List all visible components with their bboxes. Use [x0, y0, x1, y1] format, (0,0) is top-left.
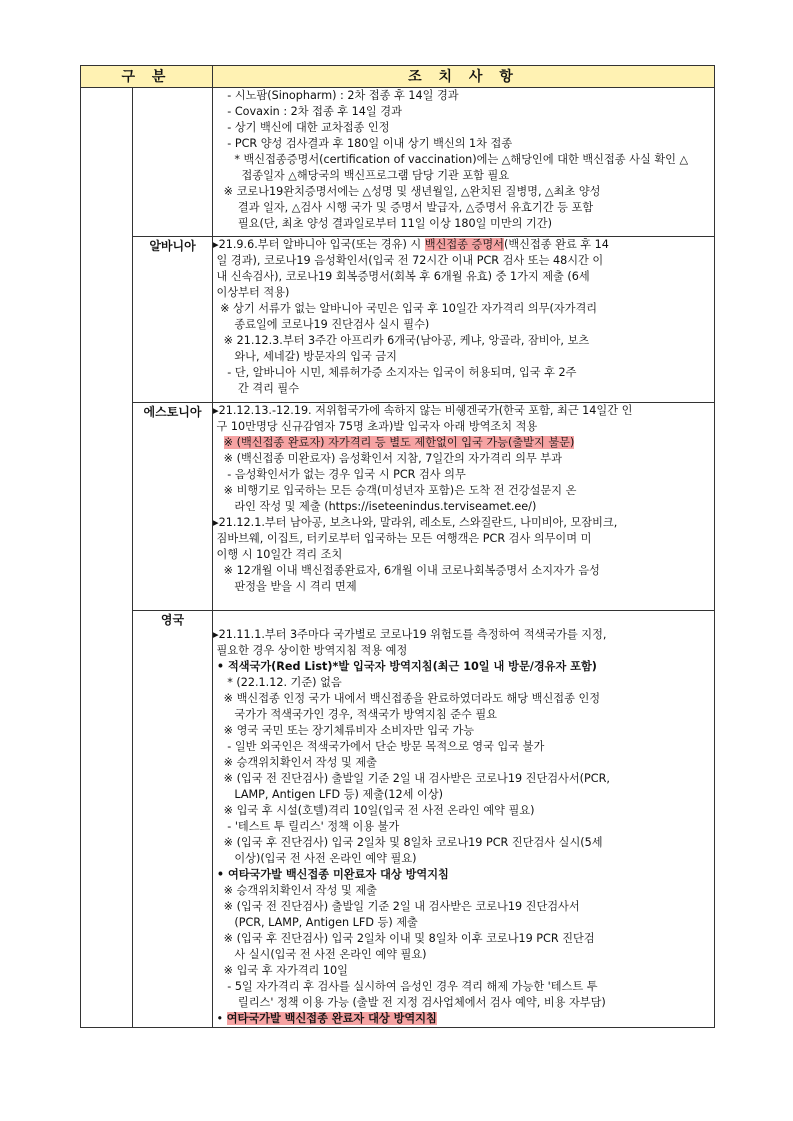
measure-line: [213, 851, 714, 867]
line-text: [213, 612, 217, 625]
measure-line: [213, 867, 714, 883]
line-text: • 여타국가발 백신접종 미완료자 대상 방역지침: [213, 868, 449, 881]
measure-line: [213, 931, 714, 947]
measure-line: [213, 184, 714, 200]
country-cell: 알바니아: [133, 237, 213, 403]
measure-line: [213, 285, 714, 301]
line-text: 이행 시 10일간 격리 조치: [213, 548, 343, 561]
line-text: 국가가 적색국가인 경우, 적색국가 방역지침 준수 필요: [213, 708, 497, 721]
line-text: - 음성확인서가 없는 경우 입국 시 PCR 검사 의무: [213, 468, 466, 481]
measure-line: [213, 643, 714, 659]
measure-line: [213, 787, 714, 803]
measure-line: [213, 515, 714, 531]
line-text: •: [213, 1012, 227, 1025]
measure-line: [213, 216, 714, 232]
line-text: ※ 코로나19완치증명서에는 △성명 및 생년월일, △완치된 질병명, △최초 양성: [213, 185, 601, 198]
measures-cell: [213, 237, 715, 403]
measure-line: [213, 200, 714, 216]
line-text: 간 격리 필수: [213, 382, 300, 395]
measures-cell: [213, 403, 715, 611]
measure-line: [213, 947, 714, 963]
line-text: 종료일에 코로나19 진단검사 실시 필수): [213, 318, 430, 331]
measures-cell: [213, 88, 715, 237]
measure-line: [213, 563, 714, 579]
line-text: ※ 승객위치확인서 작성 및 제출: [213, 884, 377, 897]
measure-line: [213, 253, 714, 269]
measure-line: [213, 269, 714, 285]
table-row: [81, 88, 715, 237]
line-text: ※ 비행기로 입국하는 모든 승객(미성년자 포함)은 도착 전 건강설문지 온: [213, 484, 577, 497]
line-text: ※ 백신접종 인정 국가 내에서 백신접종을 완료하였더라도 해당 백신접종 인정: [213, 692, 601, 705]
measure-line: [213, 691, 714, 707]
measure-line: [213, 579, 714, 595]
measure-line: [213, 451, 714, 467]
measure-line: [213, 883, 714, 899]
measure-line: [213, 499, 714, 515]
measure-line: [213, 915, 714, 931]
table-row: [81, 403, 715, 611]
header-measures: 조 치 사 항: [213, 66, 715, 88]
country-cell: [133, 88, 213, 237]
table-row: [81, 611, 715, 1028]
measure-line: [213, 547, 714, 563]
line-text: 필요(단, 최초 양성 결과일로부터 11일 이상 180일 미만의 기간): [213, 217, 552, 230]
line-text: ※ (입국 후 진단검사) 입국 2일차 이내 및 8일차 이후 코로나19 PCR 진단검: [213, 932, 595, 945]
line-text: ※ 영국 국민 또는 장기체류비자 소비자만 입국 가능: [213, 724, 475, 737]
line-text: ▸21.12.13.-12.19. 저위험국가에 속하지 않는 비쉥겐국가(한국 포함, 최근 14일간 인: [213, 404, 633, 417]
measure-line: [213, 88, 714, 104]
measure-line: [213, 403, 714, 419]
line-text: - Covaxin : 2차 접종 후 14일 경과: [213, 105, 402, 118]
measure-line: [213, 771, 714, 787]
measure-line: [213, 979, 714, 995]
line-text: ※ 입국 후 시설(호텔)격리 10일(입국 전 사전 온라인 예약 필요): [213, 804, 535, 817]
line-text: [213, 436, 224, 449]
line-text: ※ (입국 전 진단검사) 출발일 기준 2일 내 검사받은 코로나19 진단검사서: [213, 900, 580, 913]
measure-line: [213, 803, 714, 819]
table-row: [81, 237, 715, 403]
measure-line: [213, 899, 714, 915]
measure-line: [213, 995, 714, 1011]
line-text: 짐바브웨, 이집트, 터키로부터 입국하는 모든 여행객은 PCR 검사 의무이며 미: [213, 532, 592, 545]
measures-table: [80, 65, 715, 1028]
line-text: 릴리스' 정책 이용 가능 (출발 전 지정 검사업체에서 검사 예약, 비용 자부담): [213, 996, 606, 1009]
measure-line: [213, 467, 714, 483]
line-text: (PCR, LAMP, Antigen LFD 등) 제출: [213, 916, 418, 929]
measure-line: [213, 349, 714, 365]
measure-line: [213, 675, 714, 691]
line-text: 이상)(입국 전 사전 온라인 예약 필요): [213, 852, 417, 865]
measure-line: [213, 627, 714, 643]
line-text: 내 신속검사), 코로나19 회복증명서(회복 후 6개월 유효) 중 1가지 제출 (6세: [213, 270, 590, 283]
measure-line: [213, 835, 714, 851]
measure-line: [213, 755, 714, 771]
line-text: 구 10만명당 신규감염자 75명 초과)발 입국자 아래 방역조치 적용: [213, 420, 538, 433]
line-text: 필요한 경우 상이한 방역지침 적용 예정: [213, 644, 408, 657]
measure-line: [213, 120, 714, 136]
header-category: 구 분: [81, 66, 213, 88]
line-text: 접종일자 △해당국의 백신프로그램 담당 기관 포함 필요: [213, 169, 510, 182]
line-text: ▸21.12.1.부터 남아공, 보츠나와, 말라위, 레소토, 스와질란드, 나미비아, 모잠비크,: [213, 516, 618, 529]
measure-line: [213, 483, 714, 499]
line-text: ※ (입국 전 진단검사) 출발일 기준 2일 내 검사받은 코로나19 진단검사서(PCR,: [213, 772, 610, 785]
measure-line: [213, 531, 714, 547]
measure-line: [213, 237, 714, 253]
line-text: - 5일 자가격리 후 검사를 실시하여 음성인 경우 격리 해제 가능한 '테스트 투: [213, 980, 598, 993]
line-text: 라인 작성 및 제출 (https://iseteenindus.terviseamet.ee/): [213, 500, 537, 513]
line-text: 사 실시(입국 전 사전 온라인 예약 필요): [213, 948, 427, 961]
measure-line: [213, 365, 714, 381]
line-text: * 백신접종증명서(certification of vaccination)에는 △해당인에 대한 백신접종 사실 확인 △: [213, 153, 689, 166]
line-text-continued: (백신접종 완료 후 14: [503, 238, 609, 251]
country-cell: 에스토니아: [133, 403, 213, 611]
measure-line: [213, 963, 714, 979]
line-text: - 시노팜(Sinopharm) : 2차 접종 후 14일 경과: [213, 89, 459, 102]
measure-line: [213, 723, 714, 739]
line-text: - 일반 외국인은 적색국가에서 단순 방문 목적으로 영국 입국 불가: [213, 740, 545, 753]
line-text: • 적색국가(Red List)*발 입국자 방역지침(최근 10일 내 방문/경유자 포함): [213, 660, 597, 673]
measure-line: [213, 1011, 714, 1027]
line-text: ※ 12개월 이내 백신접종완료자, 6개월 이내 코로나회복증명서 소지자가 음성: [213, 564, 600, 577]
line-text: ※ (입국 후 진단검사) 입국 2일차 및 8일차 코로나19 PCR 진단검사 실시(5세: [213, 836, 603, 849]
measure-line: [213, 136, 714, 152]
measure-line: [213, 104, 714, 120]
measure-line: [213, 168, 714, 184]
country-cell: 영국: [133, 611, 213, 1028]
highlighted-heading: 여타국가발 백신접종 완료자 대상 방역지침: [226, 1012, 437, 1025]
measure-line: [213, 659, 714, 675]
measure-line: [213, 819, 714, 835]
line-text: ▸21.9.6.부터 알바니아 입국(또는 경유) 시: [213, 238, 425, 251]
measure-line: [213, 739, 714, 755]
measure-line: [213, 381, 714, 397]
line-text: ※ (백신접종 미완료자) 음성확인서 지참, 7일간의 자가격리 의무 부과: [213, 452, 562, 465]
highlighted-text: 백신접종 증명서: [424, 238, 504, 251]
measure-line: [213, 435, 714, 451]
measure-line: [213, 707, 714, 723]
highlighted-text: ※ (백신접종 완료자) 자가격리 등 별도 제한없이 입국 가능(출발지 불문): [223, 436, 575, 449]
measure-line: [213, 333, 714, 349]
line-text: ※ 21.12.3.부터 3주간 아프리카 6개국(남아공, 케냐, 앙골라, 잠비아, 보츠: [213, 334, 590, 347]
line-text: ▸21.11.1.부터 3주마다 국가별로 코로나19 위험도를 측정하여 적색국가를 지정,: [213, 628, 607, 641]
measures-cell: [213, 611, 715, 1028]
line-text: - 단, 알바니아 시민, 체류허가증 소지자는 입국이 허용되며, 입국 후 2주: [213, 366, 577, 379]
line-text: ※ 입국 후 자가격리 10일: [213, 964, 348, 977]
measure-line: [213, 317, 714, 333]
measure-line: [213, 301, 714, 317]
measure-line: [213, 611, 714, 627]
line-text: 결과 일자, △검사 시행 국가 및 증명서 발급자, △증명서 유효기간 등 포함: [213, 201, 594, 214]
line-text: 와나, 세네갈) 방문자의 입국 금지: [213, 350, 397, 363]
line-text: - '테스트 투 릴리스' 정책 이용 불가: [213, 820, 400, 833]
line-text: ※ 상기 서류가 없는 알바니아 국민은 입국 후 10일간 자가격리 의무(자가격리: [213, 302, 598, 315]
line-text: 이상부터 적용): [213, 286, 290, 299]
line-text: ※ 승객위치확인서 작성 및 제출: [213, 756, 377, 769]
line-text: * (22.1.12. 기준) 없음: [213, 676, 342, 689]
line-text: - PCR 양성 검사결과 후 180일 이내 상기 백신의 1차 접종: [213, 137, 513, 150]
line-text: - 상기 백신에 대한 교차접종 인정: [213, 121, 390, 134]
measure-line: [213, 152, 714, 168]
line-text: 판정을 받을 시 격리 면제: [213, 580, 357, 593]
line-text: LAMP, Antigen LFD 등) 제출(12세 이상): [213, 788, 443, 801]
line-text: 일 경과), 코로나19 음성확인서(입국 전 72시간 이내 PCR 검사 또는 48시간 이: [213, 254, 604, 267]
measure-line: [213, 419, 714, 435]
category-column-cell: [81, 88, 133, 1028]
